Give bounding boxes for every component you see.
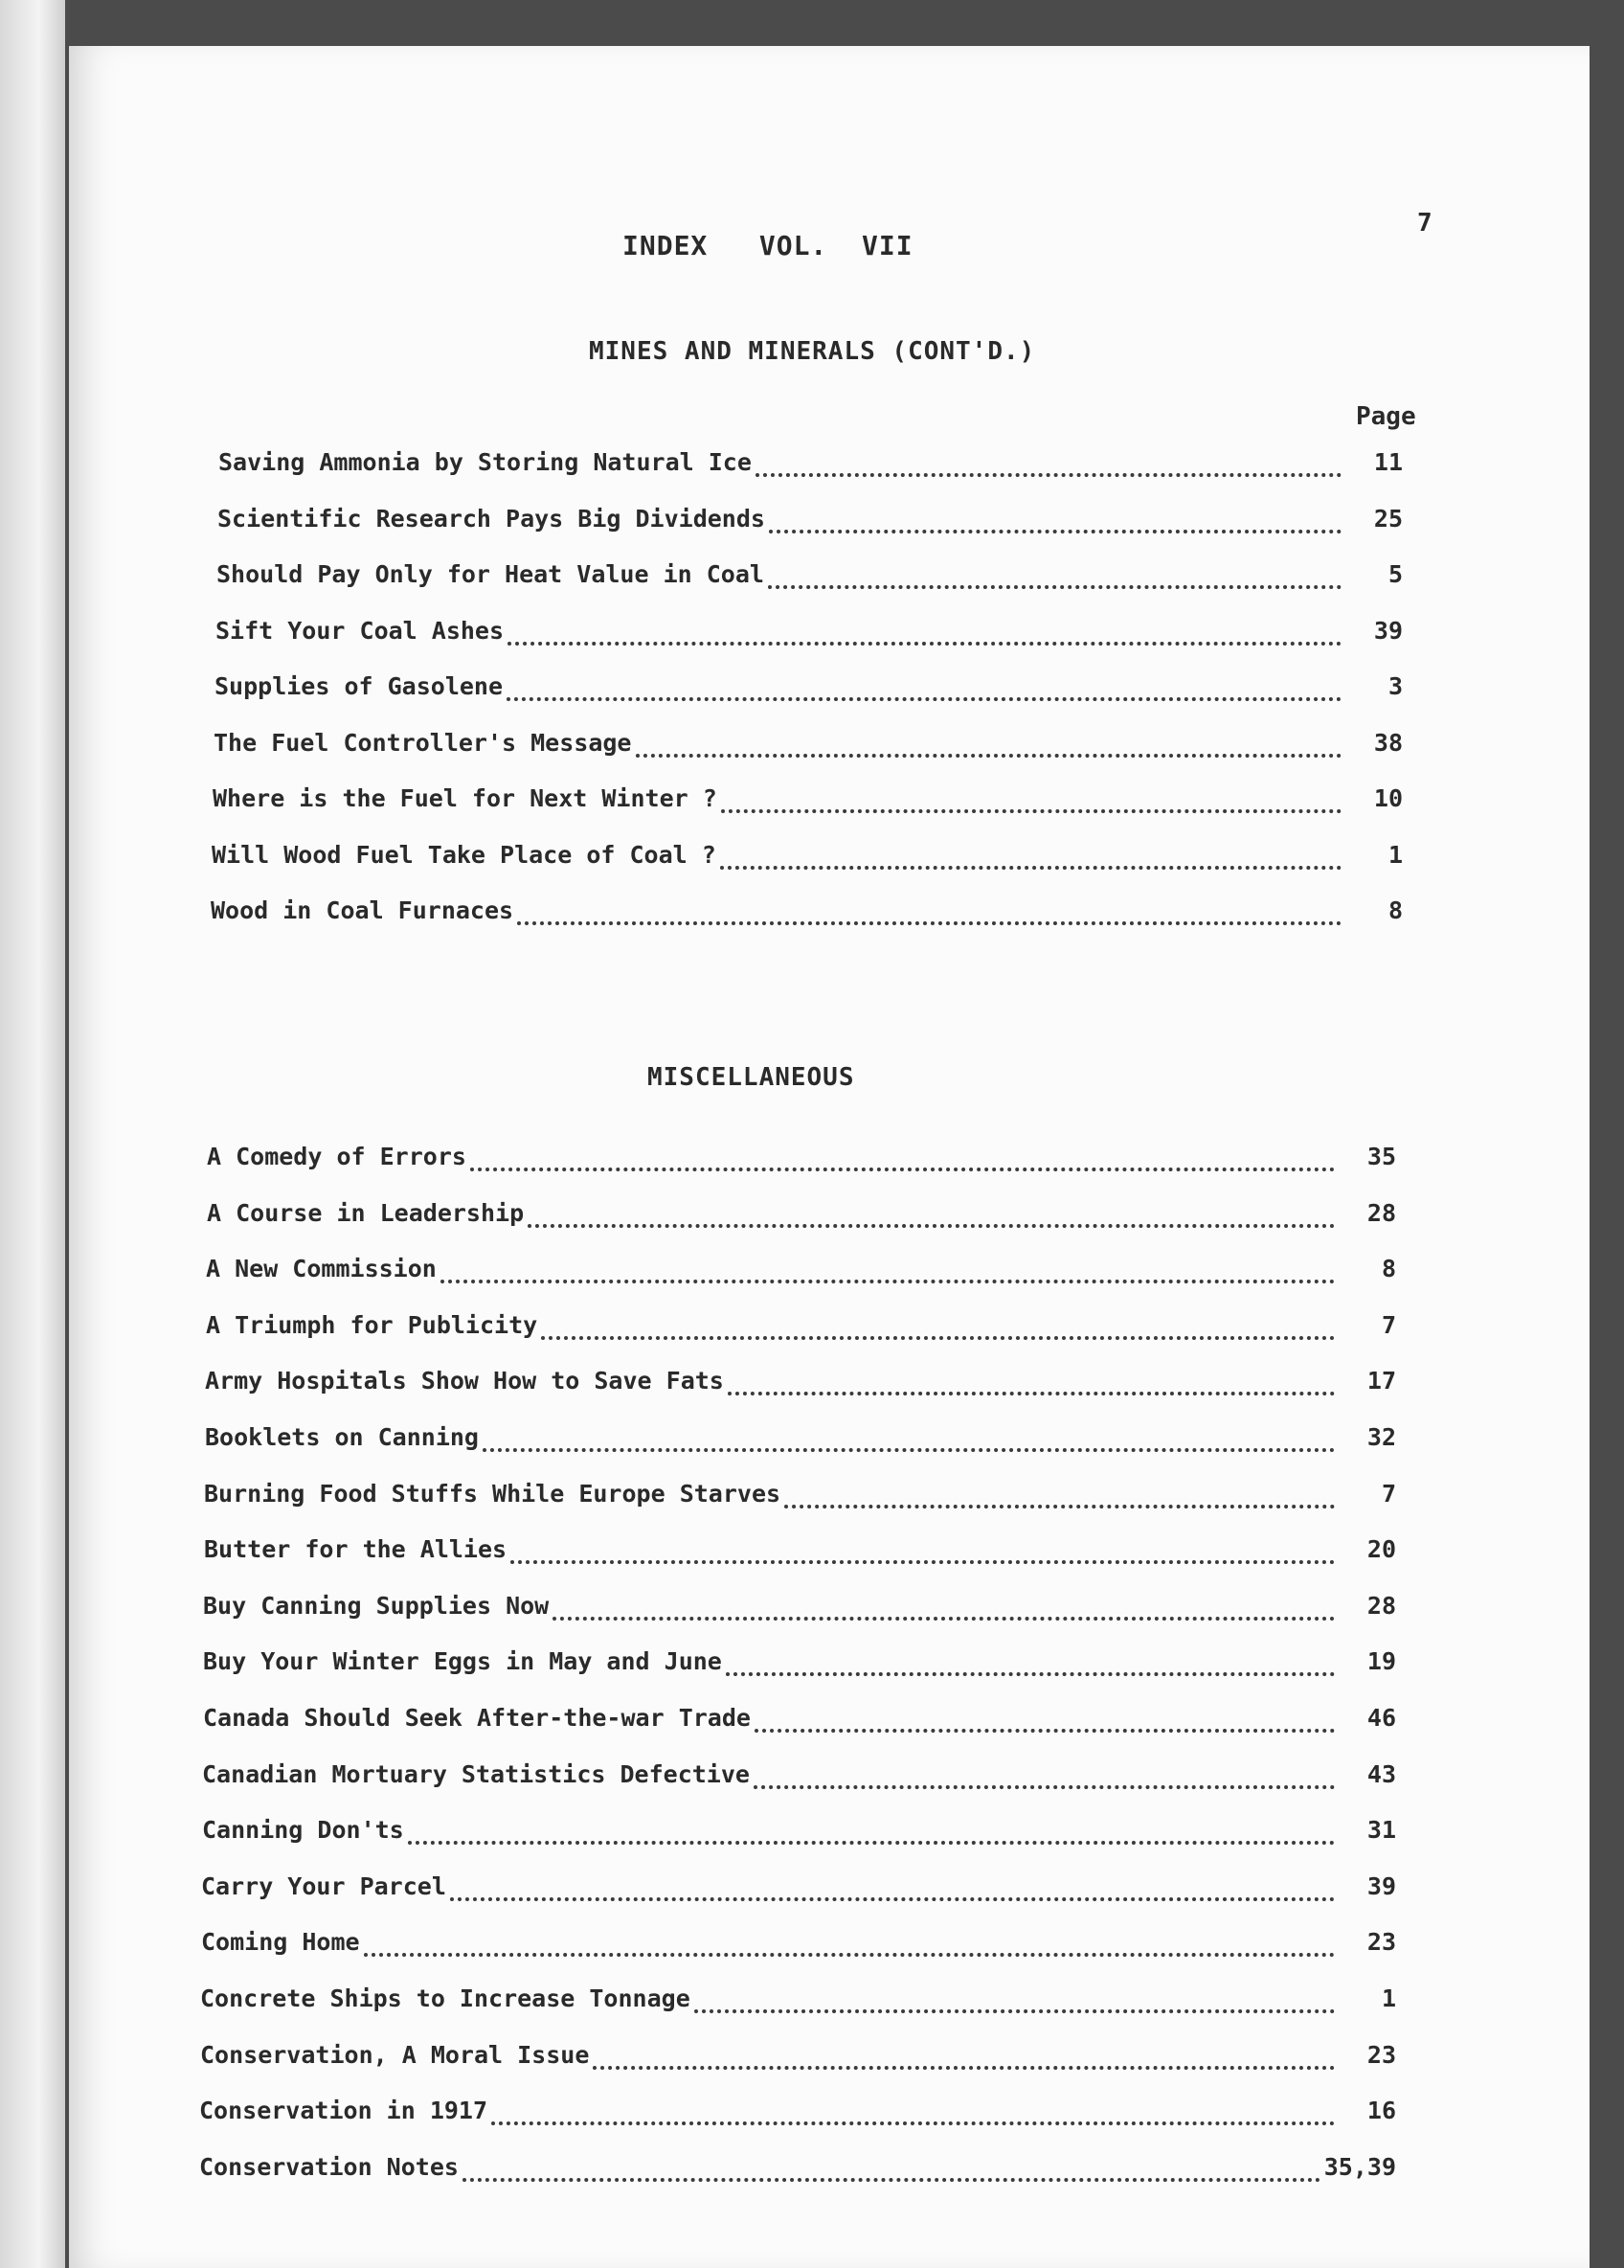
index-entry-page: 32 [1366, 1423, 1396, 1451]
dot-leader [508, 638, 1342, 646]
dot-leader [755, 1725, 1335, 1733]
index-entry-title: Coming Home [201, 1928, 360, 1957]
index-entry-page: 20 [1366, 1535, 1396, 1564]
index-entry-title: A New Commission [206, 1255, 437, 1283]
dot-leader [470, 1164, 1335, 1171]
dot-leader [769, 526, 1342, 533]
index-entry-title: Conservation, A Moral Issue [200, 2040, 590, 2069]
dot-leader [541, 1332, 1335, 1340]
index-entry [214, 672, 1403, 711]
index-entry-title: A Triumph for Publicity [206, 1310, 538, 1339]
index-entry-title: Carry Your Parcel [201, 1871, 446, 1900]
index-entry-page: 46 [1366, 1704, 1396, 1732]
dot-leader [517, 918, 1342, 925]
index-entry-page: 23 [1366, 1928, 1396, 1957]
index-entry [214, 729, 1403, 767]
index-entry-title: Conservation Notes [199, 2152, 459, 2181]
page-number: 7 [1417, 209, 1432, 238]
dot-leader [694, 2006, 1335, 2013]
index-entry [202, 1816, 1396, 1854]
dot-leader [754, 1781, 1335, 1789]
index-entry-page: 3 [1387, 672, 1403, 700]
page-title: INDEX VOL. VII [622, 230, 914, 261]
index-entry-page: 8 [1387, 896, 1403, 924]
index-entry [205, 1423, 1396, 1462]
index-entry-title: A Comedy of Errors [207, 1143, 466, 1170]
dot-leader [726, 1668, 1335, 1676]
index-entry-title: Saving Ammonia by Storing Natural Ice [218, 448, 752, 476]
index-entry-page: 38 [1373, 728, 1403, 757]
dot-leader [440, 1276, 1335, 1283]
index-entry [205, 1367, 1396, 1405]
index-entry-page: 8 [1381, 1255, 1396, 1283]
index-entry-page: 19 [1366, 1647, 1396, 1676]
index-entry-title: Where is the Fuel for Next Winter ? [213, 784, 717, 812]
index-entry-title: Canadian Mortuary Statistics Defective [202, 1759, 750, 1788]
index-entry-page: 10 [1373, 784, 1403, 812]
index-entry [207, 1199, 1396, 1237]
index-entry [215, 617, 1403, 655]
index-entry-page: 39 [1366, 1871, 1396, 1900]
index-entry-page: 39 [1373, 616, 1403, 645]
index-entry [204, 1535, 1396, 1574]
index-entry [201, 1928, 1396, 1966]
index-entry-title: Burning Food Stuffs While Europe Starves [204, 1479, 781, 1508]
index-entry-title: Canada Should Seek After-the-war Trade [203, 1704, 751, 1732]
index-entry [201, 1872, 1396, 1911]
index-entry [199, 2097, 1396, 2135]
index-entry-title: The Fuel Controller's Message [214, 728, 632, 757]
index-entry-page: 7 [1381, 1310, 1396, 1339]
index-entry-title: A Course in Leadership [207, 1198, 525, 1227]
index-entry [203, 1647, 1396, 1686]
dot-leader [462, 2174, 1320, 2182]
index-entry [212, 841, 1403, 879]
index-entry-title: Conservation in 1917 [199, 2097, 488, 2125]
dot-leader [483, 1444, 1335, 1452]
index-entry [200, 1984, 1396, 2023]
dot-leader [553, 1613, 1335, 1621]
index-entry-title: Buy Your Winter Eggs in May and June [203, 1647, 722, 1676]
left-page-edge [0, 0, 65, 2268]
index-entry-title: Scientific Research Pays Big Dividends [217, 504, 765, 533]
index-entry-page: 28 [1366, 1591, 1396, 1620]
index-entry [206, 1255, 1396, 1293]
index-entry [204, 1480, 1396, 1518]
index-entry [218, 448, 1403, 487]
index-entry-title: Butter for the Allies [204, 1535, 508, 1564]
index-entry-page: 23 [1366, 2040, 1396, 2069]
dot-leader [721, 805, 1342, 813]
index-entry [203, 1592, 1396, 1630]
page-column-header: Page [1356, 402, 1416, 431]
dot-leader [756, 469, 1342, 477]
index-entry-title: Will Wood Fuel Take Place of Coal ? [212, 840, 716, 869]
dot-leader [408, 1837, 1335, 1845]
index-entry-title: Should Pay Only for Heat Value in Coal [216, 560, 764, 588]
dot-leader [507, 693, 1342, 701]
index-entry [199, 2153, 1396, 2191]
index-entry-title: Wood in Coal Furnaces [211, 896, 514, 924]
index-entry [202, 1760, 1396, 1799]
index-entry-page: 28 [1366, 1198, 1396, 1227]
index-entry-title: Buy Canning Supplies Now [203, 1591, 550, 1620]
dot-leader [510, 1556, 1335, 1564]
index-entry-page: 11 [1373, 448, 1403, 476]
index-entry-page: 17 [1366, 1367, 1396, 1395]
index-entry-page: 35 [1366, 1143, 1396, 1170]
index-entry [200, 2041, 1396, 2079]
index-entry-page: 1 [1381, 1984, 1396, 2012]
index-entry [211, 896, 1403, 935]
index-entry-page: 7 [1381, 1479, 1396, 1508]
dot-leader [728, 1388, 1335, 1395]
dot-leader [450, 1894, 1335, 1901]
index-entry [207, 1143, 1396, 1181]
index-entry-title: Canning Don'ts [202, 1816, 404, 1845]
index-entry-page: 5 [1387, 560, 1403, 588]
dot-leader [768, 581, 1342, 589]
index-entry-title: Army Hospitals Show How to Save Fats [205, 1367, 724, 1395]
index-entry [217, 505, 1403, 543]
dot-leader [784, 1501, 1335, 1508]
dot-leader [720, 862, 1342, 870]
dot-leader [364, 1949, 1335, 1957]
dot-leader [593, 2062, 1335, 2070]
index-entry-title: Concrete Ships to Increase Tonnage [200, 1984, 690, 2012]
index-entry [216, 560, 1403, 599]
index-entry-title: Booklets on Canning [205, 1423, 479, 1451]
index-entry-page: 43 [1366, 1759, 1396, 1788]
section-heading-mines: MINES AND MINERALS (CONT'D.) [589, 337, 1036, 366]
dot-leader [636, 750, 1342, 758]
index-entry-title: Sift Your Coal Ashes [215, 616, 505, 645]
index-entry-page: 31 [1366, 1816, 1396, 1845]
index-entry-page: 16 [1366, 2097, 1396, 2125]
index-entry-page: 1 [1387, 840, 1403, 869]
index-entry-page: 25 [1373, 504, 1403, 533]
index-entry-title: Supplies of Gasolene [214, 672, 504, 700]
index-entry [213, 784, 1403, 823]
index-entry [203, 1704, 1396, 1742]
dot-leader [491, 2118, 1335, 2125]
dot-leader [528, 1220, 1335, 1228]
section-heading-miscellaneous: MISCELLANEOUS [647, 1063, 855, 1092]
index-entry-page: 35,39 [1323, 2152, 1396, 2181]
index-entry [206, 1311, 1396, 1349]
